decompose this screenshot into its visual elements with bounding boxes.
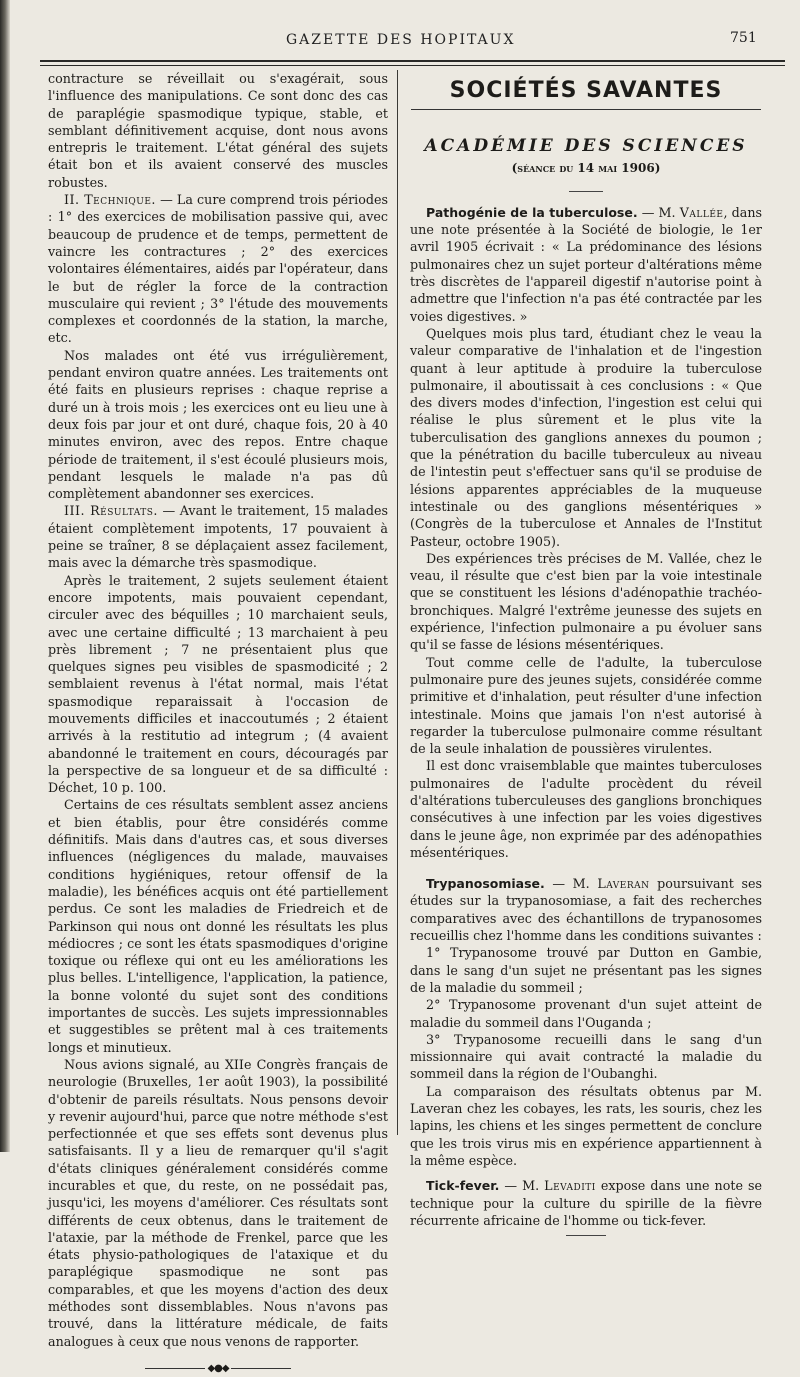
section-label-resultats: III. Résultats. bbox=[64, 503, 158, 519]
article-trypanosomiase bbox=[410, 875, 762, 944]
paragraph: La comparaison des résultats obtenus par M. Laveran chez les cobayes, les rats, les souris, chez les lapins, les chiens et les singes permettent de conclure que les trois virus mis en expérience appartiennent à la même espèce. bbox=[410, 1083, 762, 1168]
list-item: 1° Trypanosome trouvé par Dutton en Gambie, dans le sang d'un sujet ne présentant pas les signes de la maladie du sommeil ; bbox=[410, 945, 762, 995]
paragraph: Il est donc vraisemblable que maintes tuberculoses pulmonaires de l'adulte procèdent du réveil d'altérations tuberculeuses des ganglions bronchiques consécutives à une infection par les voies digestives dans le jeune âge, non exprimée par des adénopathies mésentériques. bbox=[410, 758, 762, 860]
list-item: 2° Trypanosome provenant d'un sujet atteint de maladie du sommeil dans l'Ouganda ; bbox=[410, 997, 762, 1030]
column-divider bbox=[397, 70, 398, 1135]
article-title-trypanosomiase: Trypanosomiase. bbox=[426, 876, 545, 892]
article-tuberculose bbox=[410, 204, 762, 325]
dash-text: — M. bbox=[499, 1178, 545, 1194]
paragraph: Certains de ces résultats semblent assez anciens et bien établis, pour être considérés comme définitifs. Mais dans d'autres cas, et sous diverses influences (négligences du malade, mauvaises conditions hygiéniques, retour offensif de la maladie), les bénéfices acquis ont été partiellement perdus. Ce sont les maladies de Friedreich et de Parkinson qui nous ont donné les résultats les plus médiocres ; ce sont les états spasmodiques d'origine toxique ou réflexe qui ont eu les améliorations les plus belles. L'intelligence, l'application, la patience, la bonne volonté du sujet sont des conditions importantes de succès. Les sujets impressionnables et suggestibles se prêtent mal à ces traitements longs et minutieux. bbox=[48, 797, 388, 1055]
paragraph-text: expose dans une note se technique pour la culture du spirille de la fièvre récurrente africaine de l'homme ou tick-fever. bbox=[410, 1178, 762, 1228]
article-tick-fever bbox=[410, 1177, 762, 1229]
header-rule bbox=[40, 60, 785, 62]
paragraph-text: , dans une note présentée à la Société de biologie, le 1er avril 1905 écrivait : « La prédominance des lésions pulmonaires chez un sujet porteur d'altérations même très discrètes de l'appareil digestif n'autorise point à admettre que l'infection n'a pas été contractée par les voies digestives. » bbox=[410, 204, 762, 324]
paragraph-text: poursuivant ses études sur la trypanosomiase, a fait des recherches comparatives avec des échantillons de trypanosomes recueillis chez l'homme dans les conditions suivantes : bbox=[410, 876, 762, 944]
article-title-tuberculose: Pathogénie de la tuberculose. bbox=[426, 204, 638, 220]
paragraph: Des expériences très précises de M. Vallée, chez le veau, il résulte que c'est bien par la voie intestinale que se constituent les lésions d'adénopathie trachéo-bronchiques. Malgré l'extrême jeunesse des sujets en expérience, l'infection pulmonaire a pu évoluer sans qu'il se fasse de lésions mésentériques. bbox=[410, 550, 762, 653]
paragraph-technique bbox=[48, 191, 388, 347]
short-rule bbox=[569, 191, 603, 192]
paragraph-resultats bbox=[48, 502, 388, 571]
list-item: 3° Trypanosome recueilli dans le sang d'un missionnaire qui avait contracté la maladie du sommeil dans la région de l'Oubanghi. bbox=[410, 1031, 762, 1082]
author-name: Vallée bbox=[679, 204, 724, 220]
left-column bbox=[48, 70, 388, 1377]
paragraph: contracture se réveillait ou s'exagérait, sous l'influence des manipulations. Ce sont donc des cas de paraplégie spasmodique typique, stable, et semblant définitivement acquise, dont nous avons entrepris le traitement. L'état général des sujets était bon et ils avaient conservé des muscles robustes. bbox=[48, 71, 388, 190]
page-binding-edge bbox=[0, 0, 10, 1152]
page-number: 751 bbox=[730, 30, 757, 46]
paragraph-text: — Avant le traitement, 15 malades étaient complètement impotents, 17 pouvaient à peine se traîner, 8 se déplaçaient assez facilement, mais avec la démarche très spasmodique. bbox=[48, 503, 388, 571]
running-header-title: GAZETTE DES HOPITAUX bbox=[286, 32, 516, 48]
dash-text: — M. bbox=[544, 876, 598, 892]
paragraph-text: — La cure comprend trois périodes : 1° des exercices de mobilisation passive qui, avec beaucoup de prudence et de temps, permettent de vaincre les contractures ; 2° des exercices volontaires élémentaires, aidés par l'opérateur, dans le but de régler la force de la contraction musculaire qui revient ; 3° l'étude des mouvements complexes et coordonnés de la station, la marche, etc. bbox=[48, 192, 388, 346]
end-rule bbox=[566, 1235, 606, 1236]
author-name: Levaditi bbox=[544, 1178, 596, 1194]
paragraph: Après le traitement, 2 sujets seulement étaient encore impotents, mais pouvaient cependant, circuler avec des béquilles ; 10 marchaient seuls, avec une certaine difficulté ; 13 marchaient à peu près librement ; 7 ne présentaient plus que quelques signes peu visibles de spasmodicité ; 2 semblaient revenus à l'état normal, mais l'état spasmodique reparaissait à l'occasion de mouvements difficiles et inaccoutumés ; 2 étaient arrivés à la restitutio ad integrum ; (4 avaient abandonné le traitement en cours, découragés par la perspective de sa longueur et de sa difficulté : Déchet, 10 p. 100. bbox=[48, 572, 388, 796]
section-title: SOCIÉTÉS SAVANTES bbox=[449, 78, 723, 103]
header-rule-thin bbox=[40, 65, 785, 66]
section-label-technique: II. Technique. bbox=[64, 192, 156, 208]
paragraph: Nos malades ont été vus irrégulièrement, pendant environ quatre années. Les traitements ont été faits en plusieurs reprises : chaque reprise a duré un à trois mois ; les exercices ont eu lieu une à deux fois par jour et ont duré, chaque fois, 20 à 40 minutes environ, avec des repos. Entre chaque période de traitement, il s'est écoulé plusieurs mois, pendant lesquels le malade n'a pas dû complètement abandonner ses exercices. bbox=[48, 347, 388, 502]
paragraph: Tout comme celle de l'adulte, la tuberculose pulmonaire pure des jeunes sujets, considérée comme primitive et d'inhalation, peut résulter d'une infection intestinale. Moins que jamais l'on n'est autorisé à regarder la tuberculose pulmonaire comme résultant de la seule inhalation de poussières virulentes. bbox=[410, 654, 762, 757]
dash-text: — M. bbox=[637, 204, 680, 220]
academy-heading: ACADÉMIE DES SCIENCES bbox=[424, 136, 748, 157]
article-title-tick-fever: Tick-fever. bbox=[426, 1178, 500, 1194]
paragraph: Nous avions signalé, au XIIe Congrès français de neurologie (Bruxelles, 1er août 1903), la possibilité d'obtenir de pareils résultats. Nous pensons devoir y revenir aujourd'hui, parce que notre méthode s'est perfectionnée et que ses effets sont devenus plus satisfaisants. Il y a lieu de remarquer qu'il s'agit d'états cliniques généralement considérés comme incurables et que, du reste, on ne possédait pas, jusqu'ici, les moyens d'améliorer. Ces résultats sont différents de ceux obtenus, dans le traitement de l'ataxie, par la méthode de Frenkel, parce que les états physio-pathologiques de l'ataxique et du paraplégique spasmodique ne sont pas comparables, et que les moyens d'action des deux méthodes sont dissemblables. Nous n'avons pas trouvé, dans la littérature médicale, de faits analogues à ceux que nous venons de rapporter. bbox=[48, 1056, 388, 1349]
paragraph: Quelques mois plus tard, étudiant chez le veau la valeur comparative de l'inhalation et de l'ingestion quant à leur aptitude à produire la tuberculose pulmonaire, il aboutissait à ces conclusions : « Que des divers modes d'infection, l'ingestion est celui qui réalise le plus sûrement et le plus vite la tuberculisation des ganglions annexes du poumon ; que la pénétration du bacille tuberculeux au niveau de l'intestin peut s'effectuer sans qu'il se produise de lésions apparentes appréciables de la muqueuse intestinale ou des ganglions mésentériques » (Congrès de la tuberculose et Annales de l'Institut Pasteur, octobre 1905). bbox=[410, 325, 762, 549]
author-name: Laveran bbox=[597, 876, 650, 892]
right-column bbox=[410, 70, 762, 1236]
end-ornament: ◆●◆ bbox=[48, 1360, 388, 1377]
session-date: (séance du 14 mai 1906) bbox=[511, 160, 661, 175]
section-title-rule bbox=[411, 109, 761, 110]
